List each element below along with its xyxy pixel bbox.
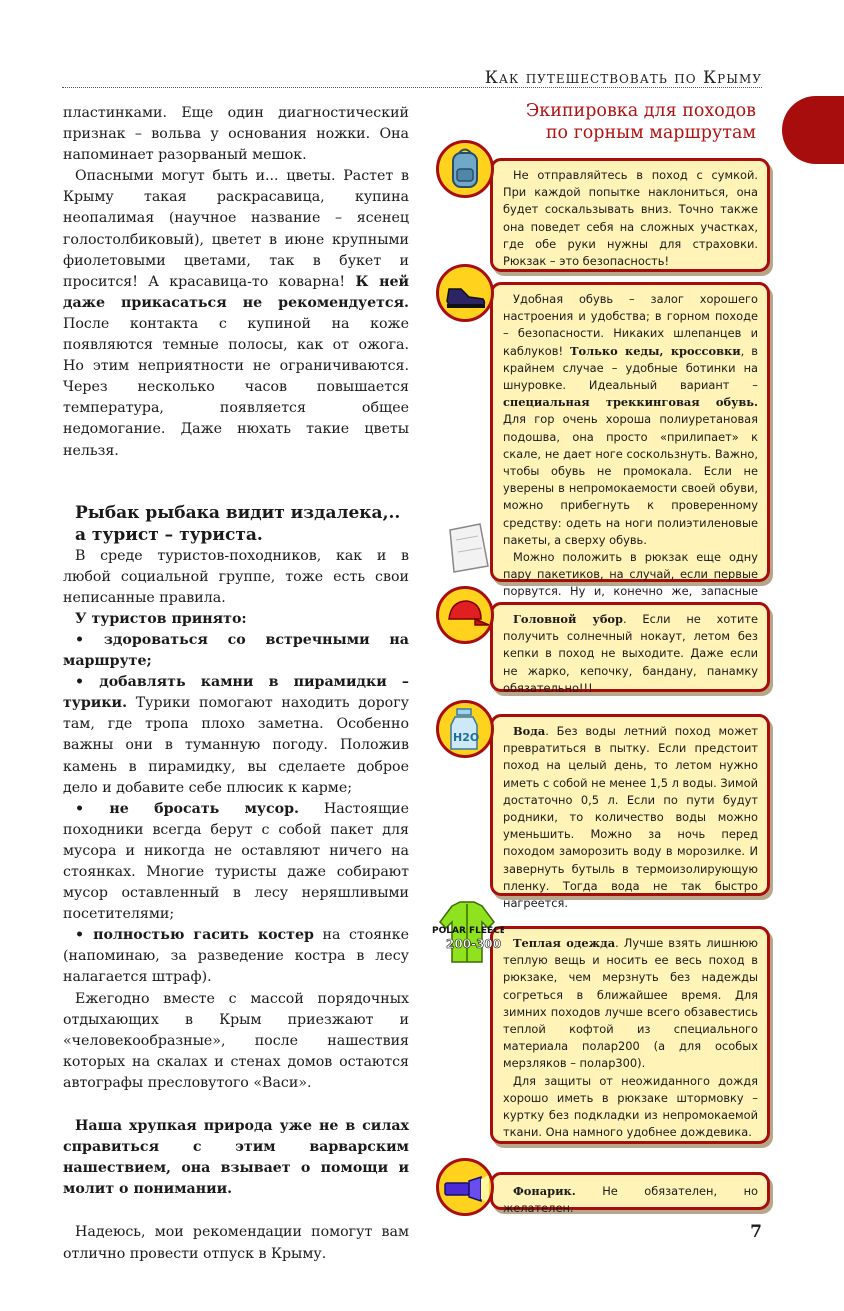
paragraph: пластинками. Еще один диагностический признак – вольва у основания ножки. Она напоминает разорваный мешок. [63, 105, 409, 164]
tip-box-shoes: Удобная обувь – залог хорошего настроения и удобства; в горном походе – безопасности. Никаких шлепанцев и каблуков! Только кеды, кроссовки, в крайнем случае – удобные ботинки на шнуровке. Идеальный вариант – специальная треккинговая обувь. Для гор очень хороша полиуретановая подошва, она просто «прилипает» к скале, не дает ноге соскользнуть. Важно, чтобы обувь не промокала. Если не уверены в непромокаемости своей обуви, можно прибегнуть к проверенному средству: одеть на ноги полиэтиленовые пакеты, а сверху обувь. Можно положить в рюкзак еще одну пару пакетиков, на случай, если первые порвутся. Ну и, конечно же, запасные [490, 282, 770, 582]
paragraph: У туристов принято: [75, 610, 247, 627]
list-item: • добавлять камни в пирамидки – турики. Турики помогают находить дорогу там, где тропа плохо заметна. Особенно важны они в туманную погоду. Положив камень в пирамидку, вы сделаете доброе дело и добавите себе плюсик к карме; [63, 674, 409, 796]
main-column [63, 103, 409, 1265]
paragraph: Наша хрупкая природа уже не в силах справиться с этим варварским нашествием, она взывает о помощи и молит о понимании. [63, 1118, 409, 1198]
paragraph: В среде туристов-походников, как и в любой социальной группе, тоже есть свои неписанные правила. [63, 547, 409, 606]
tip-box-backpack: Не отправляйтесь в поход с сумкой. При каждой попытке наклониться, она будет соскальзывать вниз. Точно также она поведет себя на сложных участках, где обе руки нужны для страховки. Рюкзак – это безопасность! [490, 158, 770, 272]
water-bottle-icon [436, 700, 494, 758]
svg-text:POLAR FLEECE: POLAR FLEECE [432, 926, 504, 936]
list-item: • не бросать мусор. Настоящие походники всегда берут с собой пакет для мусора и никогда не оставляют ничего на стоянках. Многие туристы даже собирают мусор оставленный в лесу неряшливыми посетителями; [63, 800, 409, 923]
sidebar-title: Экипировка для походов по горным маршрутам [525, 101, 756, 143]
page-number: 7 [750, 1222, 762, 1242]
section-heading: Рыбак рыбака видит издалека,.. а турист – туриста. [75, 502, 401, 545]
shoe-icon [436, 264, 494, 322]
list-item: • полностью гасить костер на стоянке (напоминаю, за разведение костра в лесу налагается штраф). [63, 927, 409, 986]
flashlight-icon [436, 1158, 494, 1216]
backpack-icon [436, 140, 494, 198]
fleece-jacket-icon [430, 898, 504, 970]
paragraph: Ежегодно вместе с массой порядочных отдыхающих в Крым приезжают и «человекообразные», после нашествия которых на скалах и стенах домов остаются автографы пресловутого «Васи». [63, 990, 409, 1091]
paragraph: Опасными могут быть и... цветы. Растет в Крыму такая раскрасавица, купина неопалимая (научное название – ясенец голостолбиковый), цветет в июне крупными фиолетовыми цветами, так в букет и просится! А красавица-то коварна! К ней даже прикасаться не рекомендуется. После контакта с купиной на коже появляются темные полосы, как от ожога. Но этим неприятности не ограничиваются. Через несколько часов повышается температура, появляется общее недомогание. Даже нюхать такие цветы нельзя. [63, 168, 410, 459]
tip-box-flashlight: Фонарик. Не обязателен, но желателен. [490, 1172, 770, 1210]
svg-text:200-300: 200-300 [446, 937, 502, 951]
thumb-tab [782, 96, 844, 164]
running-head: Как путешествовать по Крыму [484, 68, 762, 88]
tip-box-clothes: Теплая одежда. Лучше взять лишнюю теплую вещь и носить ее весь поход в рюкзаке, чем мерзнуть без надежды согреться в ближайшее время. Для зимних походов лучше всего обзавестись теплой кофтой из специального материала полар200 (а для особых мерзляков – полар300). Для защиты от неожиданного дождя хорошо иметь в рюкзаке штормовку – куртку без подкладки из непромокаемой ткани. Она намного удобнее дождевика. [490, 926, 770, 1144]
paragraph: Надеюсь, мои рекомендации помогут вам отлично провести отпуск в Крыму. [63, 1224, 409, 1262]
tip-box-water: Вода. Без воды летний поход может превратиться в пытку. Если предстоит поход на целый день, то летом нужно иметь с собой не менее 1,5 л воды. Зимой достаточно 0,5 л. Если по пути будут родники, то количество воды можно уменьшить. Можно за ночь перед походом заморозить воду в морозилке. И завернуть бутыль в термоизолирующую пленку. Тогда вода не так быстро нагреется. [490, 714, 770, 896]
tip-box-hat: Головной убор. Если не хотите получить солнечный нокаут, летом без кепки в поход не выходите. Даже если не жарко, кепочку, бандану, панамку обязательно!!! [490, 602, 770, 692]
svg-text:H2O: H2O [453, 731, 480, 744]
list-item: • здороваться со встречными на маршруте; [63, 631, 409, 670]
cap-icon [436, 586, 494, 644]
plastic-bag-icon [440, 520, 494, 576]
